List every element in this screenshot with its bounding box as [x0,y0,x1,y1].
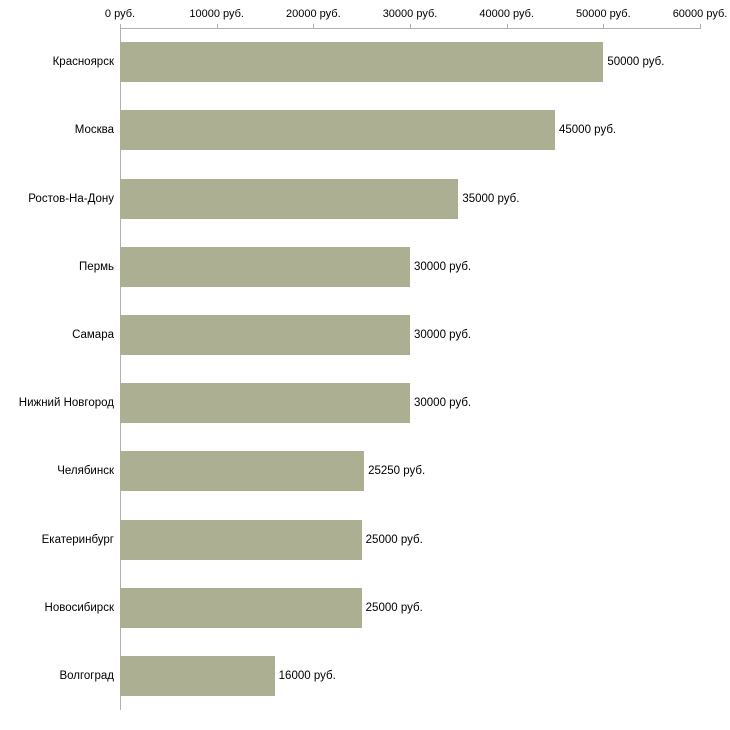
category-label-text: Пермь [79,260,114,273]
category-label-text: Москва [74,124,114,137]
x-tick-label: 10000 руб. [189,8,244,20]
x-tick-label: 30000 руб. [382,8,438,20]
category-label-text: Ростов-На-Дону [28,192,114,205]
bar[interactable] [120,315,410,355]
category-label-text: Челябинск [57,465,114,478]
bar-row [120,247,700,287]
x-tick-label: 20000 руб. [286,8,341,20]
category-label-text: Нижний Новгород [18,397,114,410]
bar-row [120,520,700,560]
plot-area [18,28,700,710]
bar[interactable] [120,451,364,491]
category-label [0,110,114,150]
category-label-text: Самара [72,328,114,341]
category-label [0,451,114,491]
category-label [0,42,114,82]
x-tick-mark [700,24,701,29]
bar-row [120,42,700,82]
bar[interactable] [120,247,410,287]
category-label [0,383,114,423]
bar-row [120,588,700,628]
category-label-text: Красноярск [52,56,114,69]
category-label-text: Волгоград [59,669,114,682]
category-label [0,179,114,219]
bar-value-label: 35000 руб. [462,192,520,205]
x-tick-label: 0 руб. [104,8,136,20]
bar-row [120,315,700,355]
category-label [0,588,114,628]
bar-value-label: 25000 руб. [365,601,423,614]
bar[interactable] [120,42,603,82]
bar[interactable] [120,179,458,219]
category-label [0,247,114,287]
x-tick-label: 50000 руб. [576,8,631,20]
category-label-text: Новосибирск [44,601,114,614]
bar[interactable] [120,588,362,628]
bar-value-label: 30000 руб. [414,397,472,410]
bar-row [120,110,700,150]
category-label-text: Екатеринбург [41,533,114,546]
bar-value-label: 45000 руб. [559,124,617,137]
bar[interactable] [120,520,362,560]
category-label [0,520,114,560]
x-tick-label: 60000 руб. [672,8,728,20]
bar-value-label: 16000 руб. [278,669,336,682]
bar-value-label: 50000 руб. [607,56,665,69]
bar[interactable] [120,110,555,150]
bar-value-label: 25250 руб. [368,465,426,478]
bar-value-label: 30000 руб. [414,328,472,341]
x-tick-label: 40000 руб. [479,8,534,20]
bar[interactable] [120,656,275,696]
bar-value-label: 25000 руб. [365,533,423,546]
category-label [0,656,114,696]
bar-row [120,451,700,491]
bar-row [120,656,700,696]
bar-value-label: 30000 руб. [414,260,472,273]
bar[interactable] [120,383,410,423]
bar-row [120,383,700,423]
category-label [0,315,114,355]
bar-row [120,179,700,219]
